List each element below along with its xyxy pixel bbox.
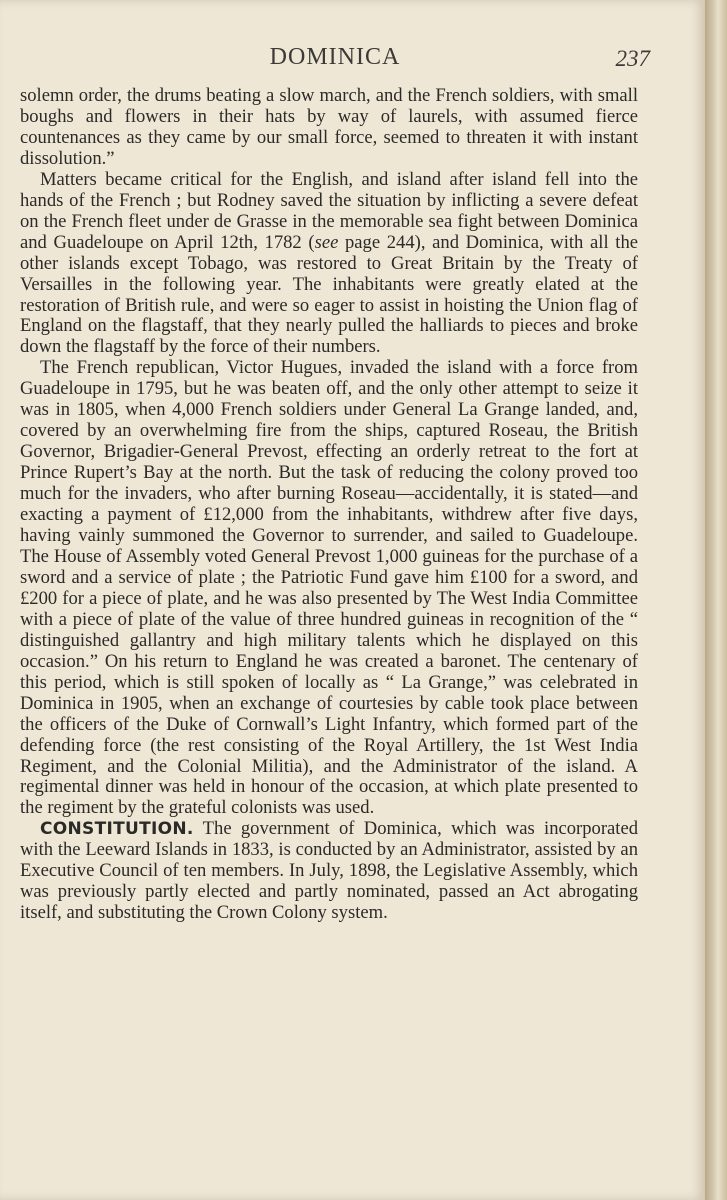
running-head — [20, 44, 650, 74]
paragraph-constitution-text: The government of Dominica, which was incorporated with the Leeward Islands in 1833, is conducted by an Administrator, assisted by an Executive Council of ten members. In July, 1898, the Legislative Assembly, which was previously partly elected and partly nominated, passed an Act abrogating itself, and substituting the Crown Colony system. — [20, 818, 638, 924]
see-reference: see — [314, 231, 339, 253]
paragraph-matters-critical — [20, 170, 638, 359]
paragraph-matters-critical-part-2: page 244), and Dominica, with all the other islands except Tobago, was restored to Great Britain by the Treaty of Versailles in the following year. The inhabitants were greatly elated at the restoration of British rule, and were so eager to assist in hoisting the Union flag of England on the flagstaff, that they nearly pulled the halliards to pieces and broke down the flagstaff by the force of their numbers. — [20, 231, 638, 358]
page-title: DOMINICA — [269, 44, 401, 70]
paragraph-solemn-order: solemn order, the drums beating a slow march, and the French soldiers, with small boughs and flowers in their hats by way of laurels, with assumed fierce countenances as they came by our small force, seemed to threaten it with instant dissolution.” — [20, 85, 638, 169]
page-number: 237 — [615, 46, 650, 71]
paragraph-matters-critical-part-1: Matters became critical for the English, and island after island fell into the hands of the French ; but Rodney saved the situation by inflicting a severe defeat on the French fleet under de Grasse in the memorable sea fight between Dominica and Guadeloupe on April 12th, 1782 ( — [20, 168, 638, 253]
paragraph-constitution — [20, 819, 638, 924]
paragraph-french-republican: The French republican, Victor Hugues, invaded the island with a force from Guadeloupe in 1795, but he was beaten off, and the only other attempt to seize it was in 1805, when 4,000 French soldiers under General La Grange landed, and, covered by an overwhelming fire from the ships, captured Roseau, the British Governor, Brigadier-General Prevost, effecting an orderly retreat to the fort at Prince Rupert’s Bay at the north. But the task of reducing the colony proved too much for the invaders, who after burning Roseau—accidentally, it is stated—and exacting a payment of £12,000 from the inhabitants, withdrew after five days, having vainly summoned the Governor to surrender, and sailed to Guadeloupe. The House of Assembly voted General Prevost 1,000 guineas for the purchase of a sword and a service of plate ; the Patriotic Fund gave him £100 for a sword, and £200 for a piece of plate, and he was also presented by The West India Committee with a piece of plate of the value of three hundred guineas in recognition of the “ distinguished gallantry and high military talents which he displayed on this occasion.” On his return to England he was created a baronet. The centenary of this period, which is still spoken of locally as “ La Grange,” was celebrated in Dominica in 1905, when an exchange of courtesies by cable took place between the officers of the Duke of Cornwall’s Light Infantry, which formed part of the defending force (the rest consisting of the Royal Artillery, the 1st West India Regiment, and the Colonial Militia), and the Administrator of the island. A regimental dinner was held in honour of the occasion, at which plate presented to the regiment by the grateful colonists was used. — [20, 357, 638, 819]
section-heading-constitution: CONSTITUTION. — [40, 819, 194, 840]
body-text — [20, 86, 638, 924]
page-edge — [705, 0, 727, 1200]
